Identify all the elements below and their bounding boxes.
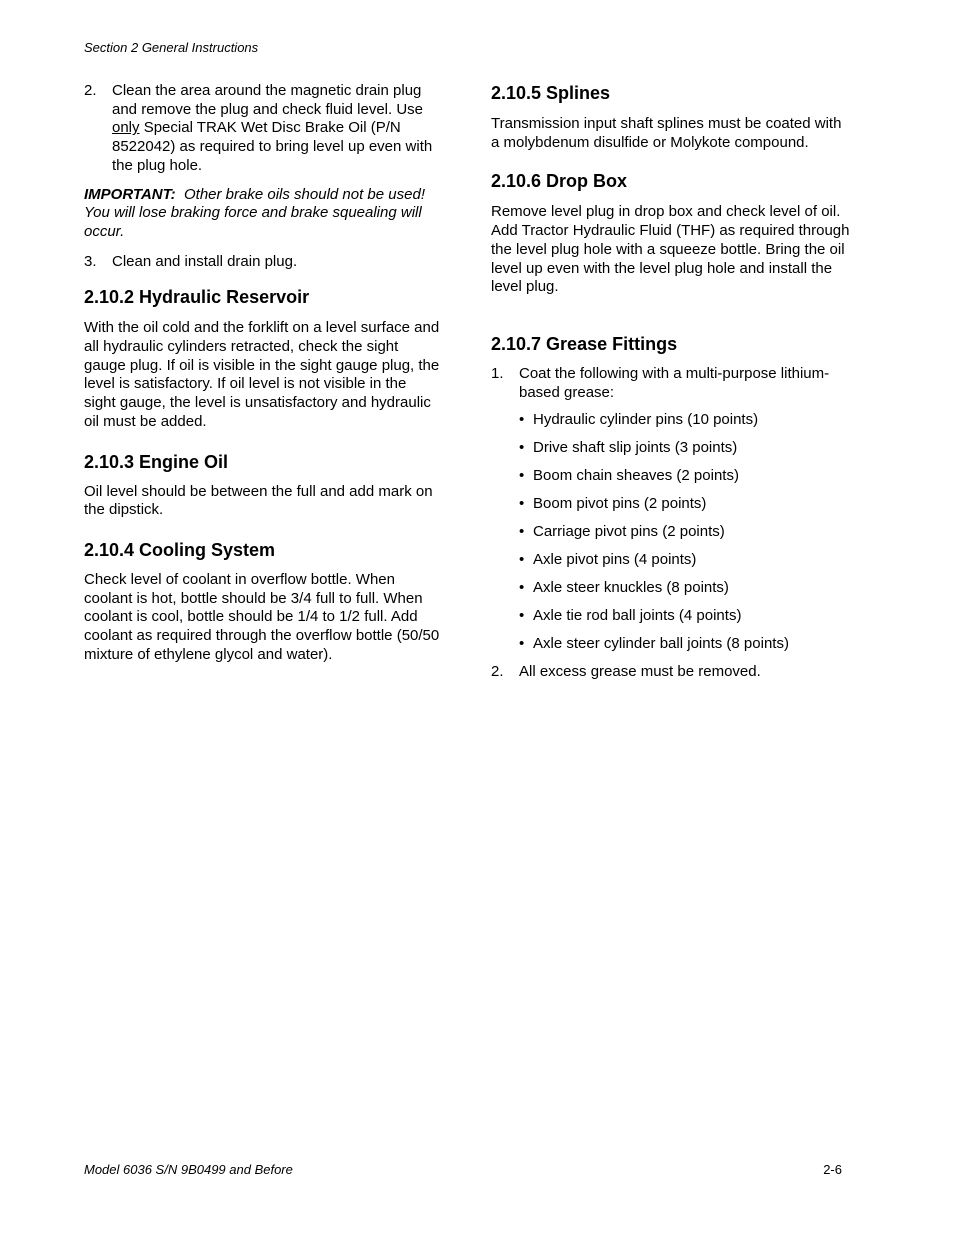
splines-heading: 2.10.5 Splines xyxy=(491,83,611,103)
important-note xyxy=(84,186,440,242)
step-number: 3. xyxy=(84,252,97,270)
grease-step-1-text: Coat the following with a multi-purpose lithium-based grease: xyxy=(519,364,830,401)
list-item: • Hydraulic cylinder pins (10 points) xyxy=(519,411,851,430)
cooling-system-heading: 2.10.4 Cooling System xyxy=(84,539,276,560)
step-2-text-post: Special TRAK Wet Disc Brake Oil (P/N 8522042) as required to bring level up even with the plug hole. xyxy=(112,119,433,174)
hydraulic-reservoir-heading: 2.10.2 Hydraulic Reservoir xyxy=(84,287,310,308)
step-number: 2. xyxy=(491,663,504,681)
list-item: • Boom chain sheaves (2 points) xyxy=(519,467,851,486)
list-item: • Axle steer cylinder ball joints (8 points) xyxy=(519,635,851,654)
important-label: IMPORTANT: xyxy=(84,185,176,203)
step-number: 1. xyxy=(491,364,504,382)
engine-oil-heading: 2.10.3 Engine Oil xyxy=(84,451,229,472)
step-number: 2. xyxy=(84,82,97,99)
splines-text: Transmission input shaft splines must be coated with a molybdenum disulfide or Molykote compound. xyxy=(491,115,842,151)
step-3 xyxy=(84,253,440,272)
grease-step-2-text: All excess grease must be removed. xyxy=(519,663,761,681)
page-number: 2-6 xyxy=(823,1162,842,1177)
left-column xyxy=(84,82,440,664)
engine-oil-text: Oil level should be between the full and add mark on the dipstick. xyxy=(84,482,433,519)
list-item: • Axle tie rod ball joints (4 points) xyxy=(519,607,851,626)
step-2-only-underlined: only xyxy=(112,119,140,137)
grease-points-list xyxy=(491,411,851,654)
list-item: • Axle pivot pins (4 points) xyxy=(519,551,851,570)
step-2-text-pre: Clean the area around the magnetic drain plug and remove the plug and check fluid level. Use xyxy=(112,82,424,118)
cooling-system-text: Check level of coolant in overflow bottle. When coolant is hot, bottle should be 3/4 full to full. When coolant is cool, bottle should be 1/4 to 1/2 full. Add coolant as required through the overflow bottle (50/50 mixture of ethylene glycol and water). xyxy=(84,570,440,663)
drop-box-text: Remove level plug in drop box and check level of oil. Add Tractor Hydraulic Fluid (THF) as required through the level plug hole with a squeeze bottle. Bring the oil level up even with the level plug hole and install the level plug. xyxy=(491,203,850,296)
important-text: Other brake oils should not be used! You will lose braking force and brake squealing will occur. xyxy=(84,185,425,240)
list-item: • Axle steer knuckles (8 points) xyxy=(519,579,851,598)
list-item: • Drive shaft slip joints (3 points) xyxy=(519,439,851,458)
page-header-section: Section 2 General Instructions xyxy=(84,40,259,55)
footer-model: Model 6036 S/N 9B0499 and Before xyxy=(84,1162,293,1177)
grease-step-1 xyxy=(491,365,851,402)
list-item: • Boom pivot pins (2 points) xyxy=(519,495,851,514)
step-2 xyxy=(84,82,440,176)
drop-box-heading: 2.10.6 Drop Box xyxy=(491,171,628,192)
grease-step-2 xyxy=(491,663,851,682)
grease-fittings-heading: 2.10.7 Grease Fittings xyxy=(491,333,678,354)
hydraulic-reservoir-text: With the oil cold and the forklift on a level surface and all hydraulic cylinders retracted, check the sight gauge plug. If oil is visible in the sight gauge plug, the level is satisfactory. If oil level is not visible in the sight gauge, the level is unsatisfactory and hydraulic oil must be added. xyxy=(84,319,440,430)
step-3-text: Clean and install drain plug. xyxy=(112,252,298,270)
list-item: • Carriage pivot pins (2 points) xyxy=(519,523,851,542)
right-column xyxy=(491,82,851,682)
